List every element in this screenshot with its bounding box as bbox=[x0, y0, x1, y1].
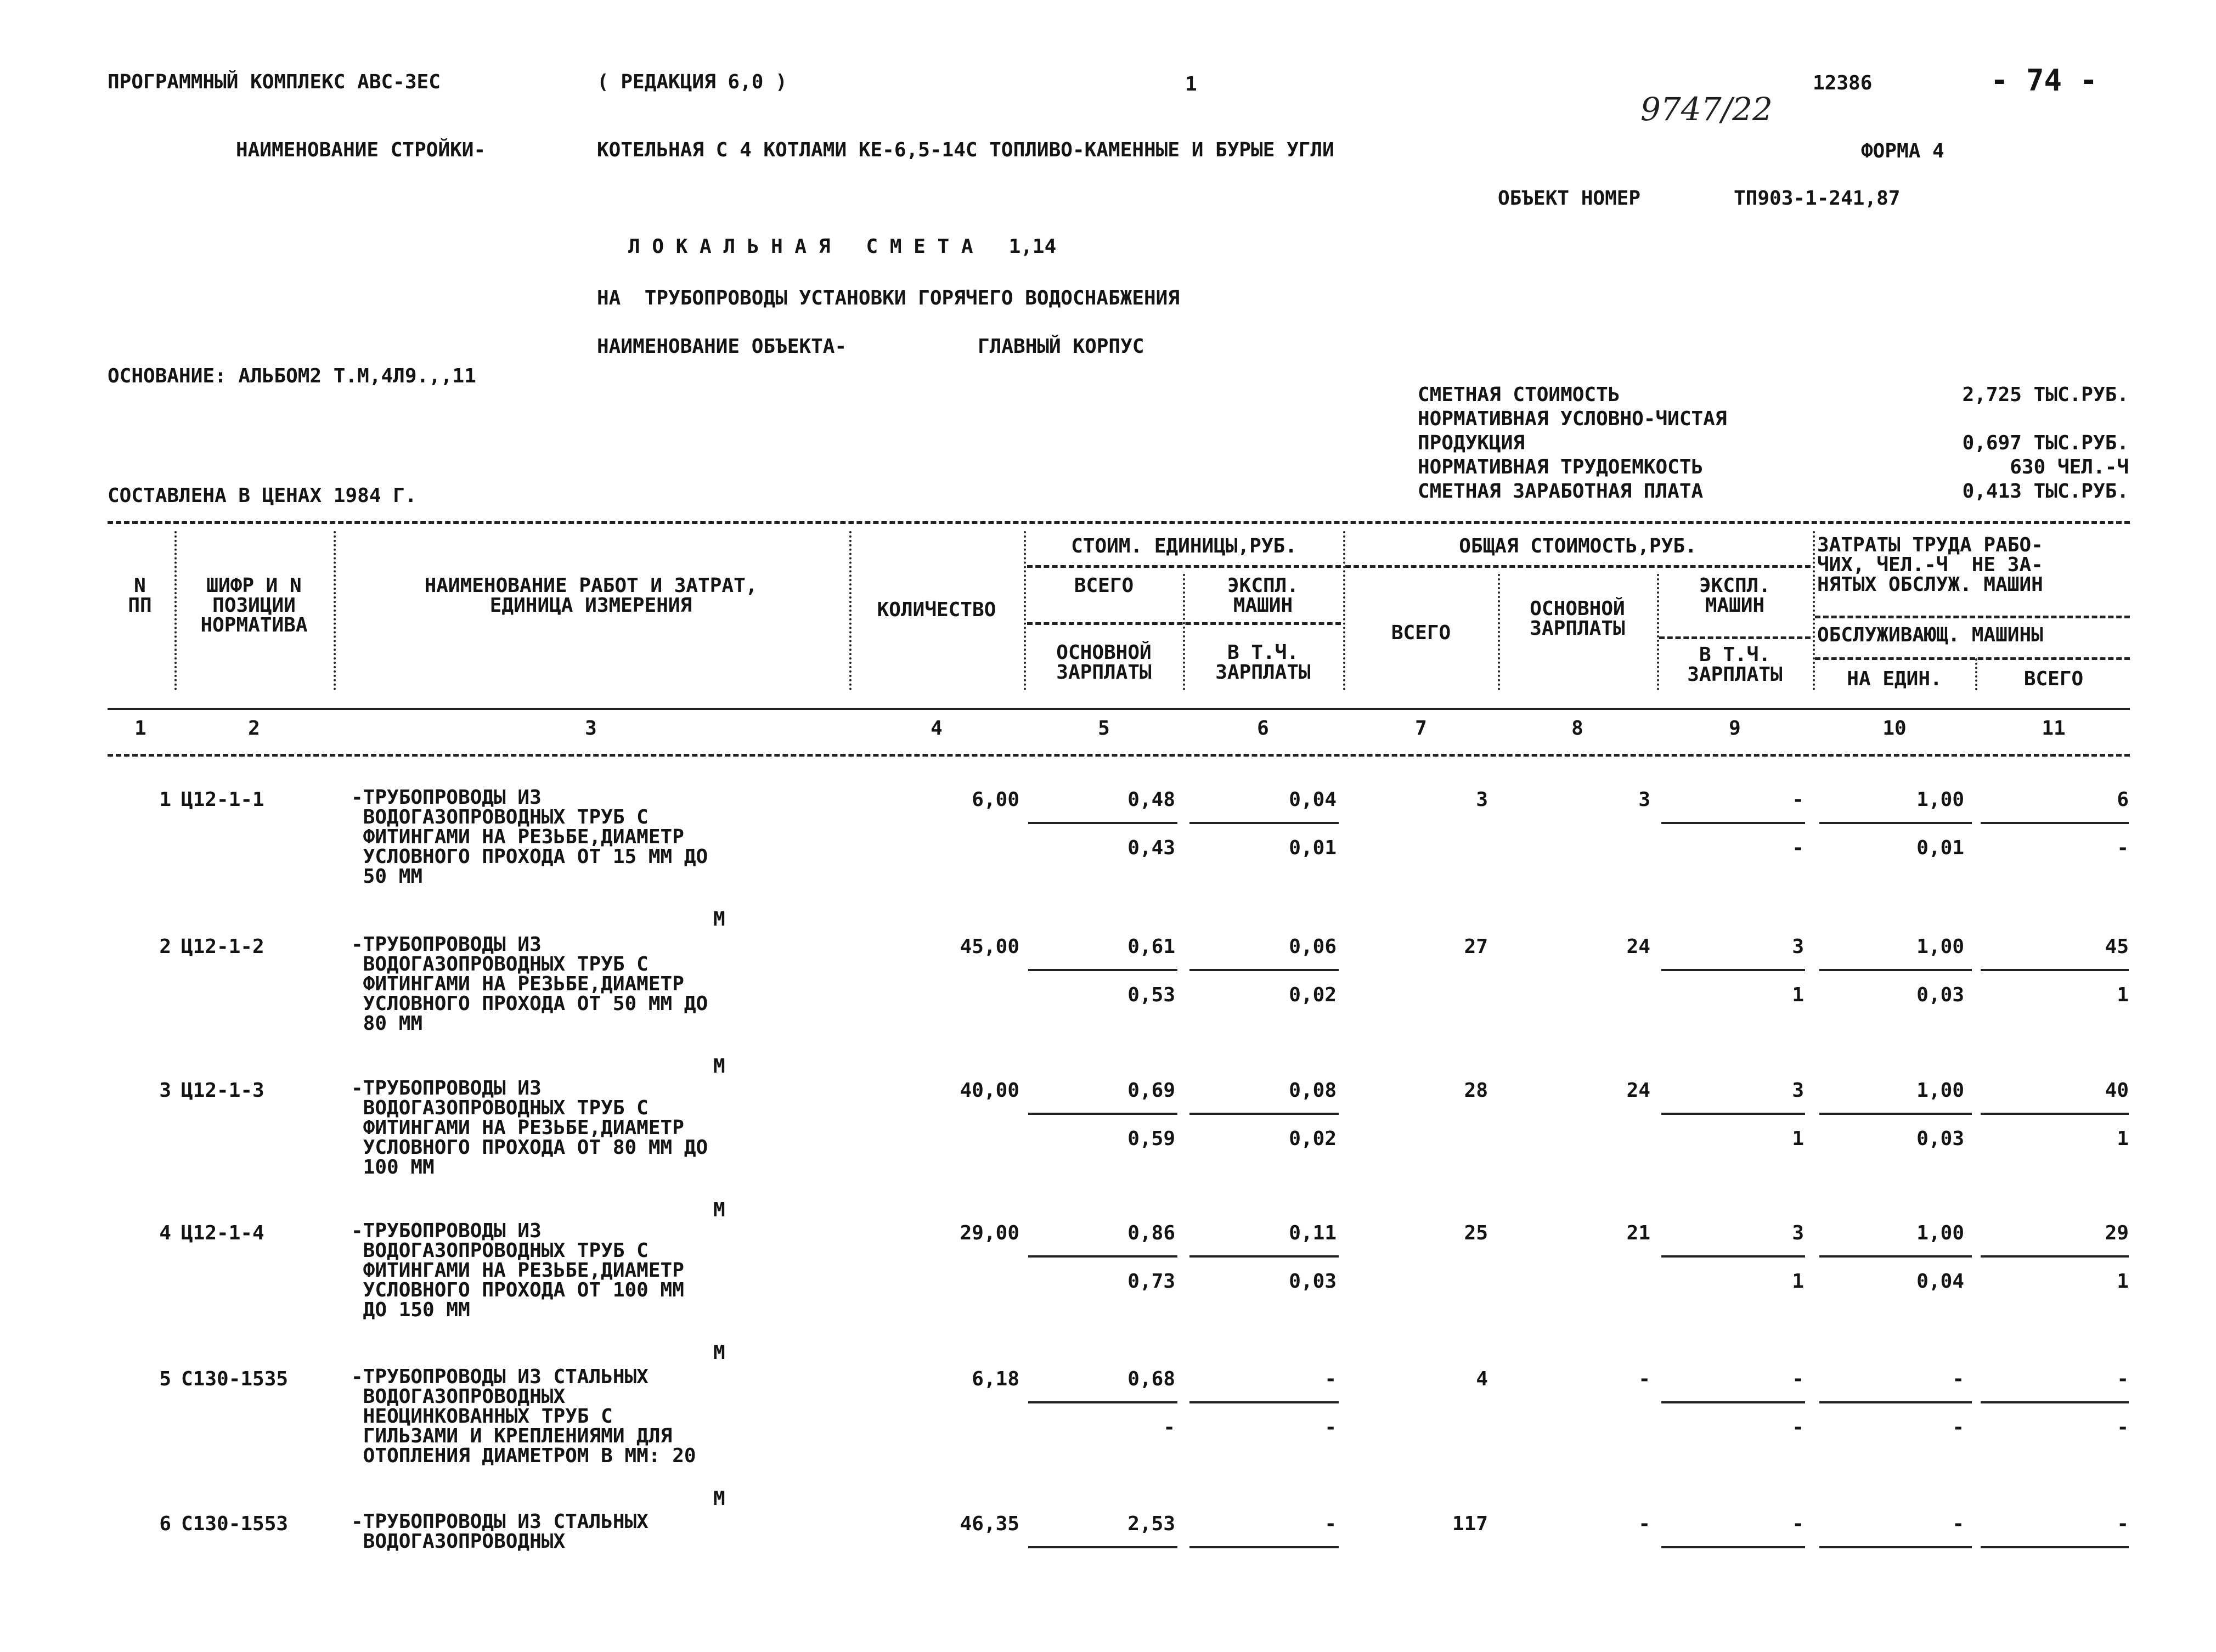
cell-c10-bottom: 0,03 bbox=[1916, 984, 1964, 1006]
cell-c10-bottom: 0,01 bbox=[1916, 837, 1964, 859]
cell-c11-bottom: 1 bbox=[2117, 1270, 2129, 1293]
total-wages: 24 bbox=[1626, 935, 1650, 958]
total-wages: - bbox=[1638, 1368, 1650, 1390]
col-number: 5 bbox=[1098, 717, 1110, 740]
object-name-label: НАИМЕНОВАНИЕ ОБЪЕКТА- bbox=[597, 335, 847, 358]
fraction-line bbox=[1661, 822, 1805, 824]
divider bbox=[1027, 622, 1341, 625]
cell-c10-top: 1,00 bbox=[1916, 1222, 1964, 1244]
cell-c6-bottom: 0,03 bbox=[1289, 1270, 1337, 1293]
cell-c10-top: 1,00 bbox=[1916, 788, 1964, 811]
total-wages: - bbox=[1638, 1513, 1650, 1535]
cell-c6-top: 0,04 bbox=[1289, 788, 1337, 811]
form-label: ФОРМА 4 bbox=[1861, 140, 1944, 162]
summary-label: НОРМАТИВНАЯ ТРУДОЕМКОСТЬ bbox=[1418, 456, 1704, 478]
quantity: 6,00 bbox=[972, 788, 1019, 811]
cell-c10-bottom: - bbox=[1952, 1416, 1964, 1439]
col-number: 3 bbox=[585, 717, 597, 740]
cell-c6-top: - bbox=[1324, 1368, 1337, 1390]
norm-code: Ц12-1-3 bbox=[181, 1079, 264, 1102]
document-subject: НА ТРУБОПРОВОДЫ УСТАНОВКИ ГОРЯЧЕГО ВОДОСНАБЖЕНИЯ bbox=[597, 287, 1180, 309]
cell-c11-top: 29 bbox=[2105, 1222, 2129, 1244]
total-cost: 3 bbox=[1476, 788, 1488, 811]
divider bbox=[108, 521, 2130, 524]
object-number: ТП903-1-241,87 bbox=[1734, 187, 1901, 210]
row-number: 6 bbox=[159, 1513, 171, 1535]
basis: ОСНОВАНИЕ: АЛЬБОМ2 Т.М,4Л9.,,11 bbox=[108, 365, 476, 387]
row-number: 3 bbox=[159, 1079, 171, 1102]
fraction-line bbox=[1819, 969, 1972, 971]
fraction-line bbox=[1028, 822, 1177, 824]
cell-c9-bottom: 1 bbox=[1792, 984, 1804, 1006]
fraction-line bbox=[1981, 1401, 2129, 1403]
cell-c5-bottom: 0,43 bbox=[1127, 837, 1175, 859]
divider bbox=[1813, 531, 1815, 690]
fraction-line bbox=[1028, 1255, 1177, 1258]
fraction-line bbox=[1819, 1546, 1972, 1548]
col-header-5-top: ВСЕГО bbox=[1074, 574, 1134, 597]
cell-c9-bottom: 1 bbox=[1792, 1270, 1804, 1293]
cell-c9-bottom: - bbox=[1792, 837, 1804, 859]
col-header-row-number: N ПП bbox=[128, 574, 152, 617]
fraction-line bbox=[1981, 822, 2129, 824]
cell-c5-bottom: - bbox=[1163, 1416, 1175, 1439]
cell-c11-top: 40 bbox=[2105, 1079, 2129, 1102]
unit-of-measure: М bbox=[713, 1199, 725, 1221]
cell-c11-bottom: 1 bbox=[2117, 1127, 2129, 1150]
fraction-line bbox=[1189, 1401, 1339, 1403]
cell-c9-top: - bbox=[1792, 1513, 1804, 1535]
fraction-line bbox=[1819, 1255, 1972, 1258]
fraction-line bbox=[1819, 1401, 1972, 1403]
cell-c10-bottom: 0,03 bbox=[1916, 1127, 1964, 1150]
unit-of-measure: М bbox=[713, 1055, 725, 1078]
fraction-line bbox=[1028, 1401, 1177, 1403]
cell-c5-top: 0,61 bbox=[1127, 935, 1175, 958]
cell-c9-top: - bbox=[1792, 1368, 1804, 1390]
divider bbox=[1027, 565, 1341, 568]
fraction-line bbox=[1028, 1113, 1177, 1115]
unit-of-measure: М bbox=[713, 1487, 725, 1510]
work-description: -ТРУБОПРОВОДЫ ИЗ ВОДОГАЗОПРОВОДНЫХ ТРУБ С ФИТИНГАМИ НА РЕЗЬБЕ,ДИАМЕТР УСЛОВНОГО ПРОХОДА ОТ 50 ММ ДО 80 ММ bbox=[351, 933, 708, 1035]
col-header-9-top: ЭКСПЛ. МАШИН bbox=[1699, 574, 1771, 617]
cell-c10-top: 1,00 bbox=[1916, 1079, 1964, 1102]
norm-code: С130-1553 bbox=[181, 1513, 289, 1535]
quantity: 40,00 bbox=[960, 1079, 1019, 1102]
cell-c11-top: - bbox=[2117, 1513, 2129, 1535]
work-description: -ТРУБОПРОВОДЫ ИЗ СТАЛЬНЫХ ВОДОГАЗОПРОВОДНЫХ bbox=[351, 1510, 649, 1553]
total-wages: 24 bbox=[1626, 1079, 1650, 1102]
divider bbox=[108, 754, 2130, 757]
cell-c6-bottom: 0,01 bbox=[1289, 837, 1337, 859]
work-description: -ТРУБОПРОВОДЫ ИЗ ВОДОГАЗОПРОВОДНЫХ ТРУБ С ФИТИНГАМИ НА РЕЗЬБЕ,ДИАМЕТР УСЛОВНОГО ПРОХОДА ОТ 100 ММ ДО 150 ММ bbox=[351, 1220, 684, 1321]
total-cost: 25 bbox=[1464, 1222, 1488, 1244]
cell-c11-top: 6 bbox=[2117, 788, 2129, 811]
total-cost: 117 bbox=[1452, 1513, 1488, 1535]
work-description: -ТРУБОПРОВОДЫ ИЗ СТАЛЬНЫХ ВОДОГАЗОПРОВОДНЫХ НЕОЦИНКОВАННЫХ ТРУБ С ГИЛЬЗАМИ И КРЕПЛЕНИЯМИ ДЛЯ ОТОПЛЕНИЯ ДИАМЕТРОМ В ММ: 20 bbox=[351, 1366, 696, 1467]
fraction-line bbox=[1661, 969, 1805, 971]
divider bbox=[1815, 616, 2130, 618]
row-number: 4 bbox=[159, 1222, 171, 1244]
norm-code: С130-1535 bbox=[181, 1368, 289, 1390]
col-header-10: НА ЕДИН. bbox=[1847, 668, 1942, 690]
col-header-11: ВСЕГО bbox=[2023, 668, 2084, 690]
col-number: 2 bbox=[248, 717, 260, 740]
total-wages: 21 bbox=[1626, 1222, 1650, 1244]
fraction-line bbox=[1981, 969, 2129, 971]
document-title: Л О К А Л Ь Н А Я С М Е Т А 1,14 bbox=[628, 235, 1057, 258]
cell-c11-top: 45 bbox=[2105, 935, 2129, 958]
norm-code: Ц12-1-2 bbox=[181, 935, 264, 958]
fraction-line bbox=[1028, 969, 1177, 971]
cell-c5-bottom: 0,53 bbox=[1127, 984, 1175, 1006]
col-header-unit-cost: СТОИМ. ЕДИНИЦЫ,РУБ. bbox=[1071, 535, 1297, 557]
row-number: 1 bbox=[159, 788, 171, 811]
fraction-line bbox=[1981, 1113, 2129, 1115]
cell-c9-bottom: 1 bbox=[1792, 1127, 1804, 1150]
fraction-line bbox=[1189, 822, 1339, 824]
work-description: -ТРУБОПРОВОДЫ ИЗ ВОДОГАЗОПРОВОДНЫХ ТРУБ С ФИТИНГАМИ НА РЕЗЬБЕ,ДИАМЕТР УСЛОВНОГО ПРОХОДА ОТ 80 ММ ДО 100 ММ bbox=[351, 1077, 708, 1179]
unit-of-measure: М bbox=[713, 1341, 725, 1364]
cell-c11-bottom: - bbox=[2117, 1416, 2129, 1439]
quantity: 46,35 bbox=[960, 1513, 1019, 1535]
cell-c10-top: - bbox=[1952, 1368, 1964, 1390]
cell-c5-top: 2,53 bbox=[1127, 1513, 1175, 1535]
cell-c11-bottom: - bbox=[2117, 837, 2129, 859]
total-cost: 4 bbox=[1476, 1368, 1488, 1390]
fraction-line bbox=[1189, 1113, 1339, 1115]
col-header-labor: ЗАТРАТЫ ТРУДА РАБО- ЧИХ, ЧЕЛ.-Ч НЕ ЗА- НЯТЫХ ОБСЛУЖ. МАШИН bbox=[1817, 534, 2043, 596]
handwritten-number: 9747/22 bbox=[1640, 91, 1773, 128]
summary-label: НОРМАТИВНАЯ УСЛОВНО-ЧИСТАЯ bbox=[1418, 408, 1727, 430]
cell-c5-top: 0,86 bbox=[1127, 1222, 1175, 1244]
cell-c6-top: - bbox=[1324, 1513, 1337, 1535]
col-header-quantity: КОЛИЧЕСТВО bbox=[877, 599, 996, 621]
fraction-line bbox=[1981, 1255, 2129, 1258]
construction-name: КОТЕЛЬНАЯ С 4 КОТЛАМИ КЕ-6,5-14С ТОПЛИВО-КАМЕННЫЕ И БУРЫЕ УГЛИ bbox=[597, 139, 1334, 161]
fraction-line bbox=[1661, 1113, 1805, 1115]
cell-c9-top: - bbox=[1792, 788, 1804, 811]
col-header-7: ВСЕГО bbox=[1391, 622, 1451, 644]
total-wages: 3 bbox=[1638, 788, 1650, 811]
col-header-9-bottom: В Т.Ч. ЗАРПЛАТЫ bbox=[1687, 644, 1783, 686]
cell-c10-top: - bbox=[1952, 1513, 1964, 1535]
divider bbox=[108, 708, 2130, 710]
col-header-work-name: НАИМЕНОВАНИЕ РАБОТ И ЗАТРАТ, ЕДИНИЦА ИЗМЕРЕНИЯ bbox=[424, 574, 758, 617]
col-header-labor-sub: ОБСЛУЖИВАЮЩ. МАШИНЫ bbox=[1817, 624, 2043, 646]
fraction-line bbox=[1661, 1546, 1805, 1548]
norm-code: Ц12-1-4 bbox=[181, 1222, 264, 1244]
col-header-5-bottom: ОСНОВНОЙ ЗАРПЛАТЫ bbox=[1056, 641, 1152, 684]
cell-c6-top: 0,06 bbox=[1289, 935, 1337, 958]
summary-value: 0,697 ТЫС.РУБ. bbox=[1962, 432, 2129, 454]
summary-label: СМЕТНАЯ ЗАРАБОТНАЯ ПЛАТА bbox=[1418, 480, 1704, 503]
page-number: - 74 - bbox=[1991, 63, 2098, 98]
fraction-line bbox=[1661, 1401, 1805, 1403]
summary-value: 0,413 ТЫС.РУБ. bbox=[1962, 480, 2129, 503]
fraction-line bbox=[1819, 822, 1972, 824]
construction-label: НАИМЕНОВАНИЕ СТРОЙКИ- bbox=[236, 139, 486, 161]
cell-c5-top: 0,48 bbox=[1127, 788, 1175, 811]
fraction-line bbox=[1661, 1255, 1805, 1258]
fraction-line bbox=[1189, 969, 1339, 971]
col-number: 4 bbox=[931, 717, 943, 740]
col-number: 11 bbox=[2042, 717, 2066, 740]
cell-c5-bottom: 0,59 bbox=[1127, 1127, 1175, 1150]
total-cost: 28 bbox=[1464, 1079, 1488, 1102]
summary-value: 630 ЧЕЛ.-Ч bbox=[2010, 456, 2129, 478]
col-number: 7 bbox=[1415, 717, 1427, 740]
cell-c10-bottom: 0,04 bbox=[1916, 1270, 1964, 1293]
col-number: 6 bbox=[1257, 717, 1269, 740]
col-header-total-cost: ОБЩАЯ СТОИМОСТЬ,РУБ. bbox=[1459, 535, 1697, 557]
col-number: 9 bbox=[1729, 717, 1741, 740]
divider bbox=[1659, 636, 1811, 639]
summary-label: ПРОДУКЦИЯ bbox=[1418, 432, 1525, 454]
document-code: 12386 bbox=[1813, 72, 1873, 94]
fraction-line bbox=[1028, 1546, 1177, 1548]
cell-c9-top: 3 bbox=[1792, 935, 1804, 958]
program-name: ПРОГРАММНЫЙ КОМПЛЕКС АВС-3ЕС bbox=[108, 71, 441, 93]
col-header-8: ОСНОВНОЙ ЗАРПЛАТЫ bbox=[1530, 597, 1625, 640]
quantity: 29,00 bbox=[960, 1222, 1019, 1244]
cell-c9-top: 3 bbox=[1792, 1079, 1804, 1102]
divider bbox=[1024, 531, 1026, 690]
cell-c11-bottom: 1 bbox=[2117, 984, 2129, 1006]
col-number: 1 bbox=[134, 717, 146, 740]
price-level: СОСТАВЛЕНА В ЦЕНАХ 1984 Г. bbox=[108, 484, 417, 507]
col-header-6-bottom: В Т.Ч. ЗАРПЛАТЫ bbox=[1215, 641, 1311, 684]
edition: ( РЕДАКЦИЯ 6,0 ) bbox=[597, 71, 787, 93]
quantity: 45,00 bbox=[960, 935, 1019, 958]
object-number-label: ОБЪЕКТ НОМЕР bbox=[1498, 187, 1641, 210]
cell-c9-top: 3 bbox=[1792, 1222, 1804, 1244]
col-header-code: ШИФР И N ПОЗИЦИИ НОРМАТИВА bbox=[200, 574, 308, 636]
row-number: 5 bbox=[159, 1368, 171, 1390]
cell-c5-top: 0,69 bbox=[1127, 1079, 1175, 1102]
fraction-line bbox=[1819, 1113, 1972, 1115]
col-number: 8 bbox=[1571, 717, 1583, 740]
fraction-line bbox=[1981, 1546, 2129, 1548]
work-description: -ТРУБОПРОВОДЫ ИЗ ВОДОГАЗОПРОВОДНЫХ ТРУБ С ФИТИНГАМИ НА РЕЗЬБЕ,ДИАМЕТР УСЛОВНОГО ПРОХОДА ОТ 15 ММ ДО 50 ММ bbox=[351, 786, 708, 888]
divider bbox=[1345, 565, 1811, 568]
summary-value: 2,725 ТЫС.РУБ. bbox=[1962, 384, 2129, 406]
cell-c6-bottom: 0,02 bbox=[1289, 1127, 1337, 1150]
fraction-line bbox=[1189, 1255, 1339, 1258]
sheet-number: 1 bbox=[1185, 73, 1197, 95]
cell-c6-top: 0,08 bbox=[1289, 1079, 1337, 1102]
cell-c6-bottom: - bbox=[1324, 1416, 1337, 1439]
cell-c11-top: - bbox=[2117, 1368, 2129, 1390]
cell-c6-bottom: 0,02 bbox=[1289, 984, 1337, 1006]
quantity: 6,18 bbox=[972, 1368, 1019, 1390]
norm-code: Ц12-1-1 bbox=[181, 788, 264, 811]
col-number: 10 bbox=[1882, 717, 1907, 740]
cell-c6-top: 0,11 bbox=[1289, 1222, 1337, 1244]
col-header-6-top: ЭКСПЛ. МАШИН bbox=[1227, 574, 1299, 617]
cell-c5-bottom: 0,73 bbox=[1127, 1270, 1175, 1293]
summary-label: СМЕТНАЯ СТОИМОСТЬ bbox=[1418, 384, 1620, 406]
total-cost: 27 bbox=[1464, 935, 1488, 958]
cell-c5-top: 0,68 bbox=[1127, 1368, 1175, 1390]
fraction-line bbox=[1189, 1546, 1339, 1548]
cell-c10-top: 1,00 bbox=[1916, 935, 1964, 958]
row-number: 2 bbox=[159, 935, 171, 958]
cell-c9-bottom: - bbox=[1792, 1416, 1804, 1439]
divider bbox=[1815, 657, 2130, 660]
unit-of-measure: М bbox=[713, 908, 725, 931]
object-name: ГЛАВНЫЙ КОРПУС bbox=[978, 335, 1144, 358]
